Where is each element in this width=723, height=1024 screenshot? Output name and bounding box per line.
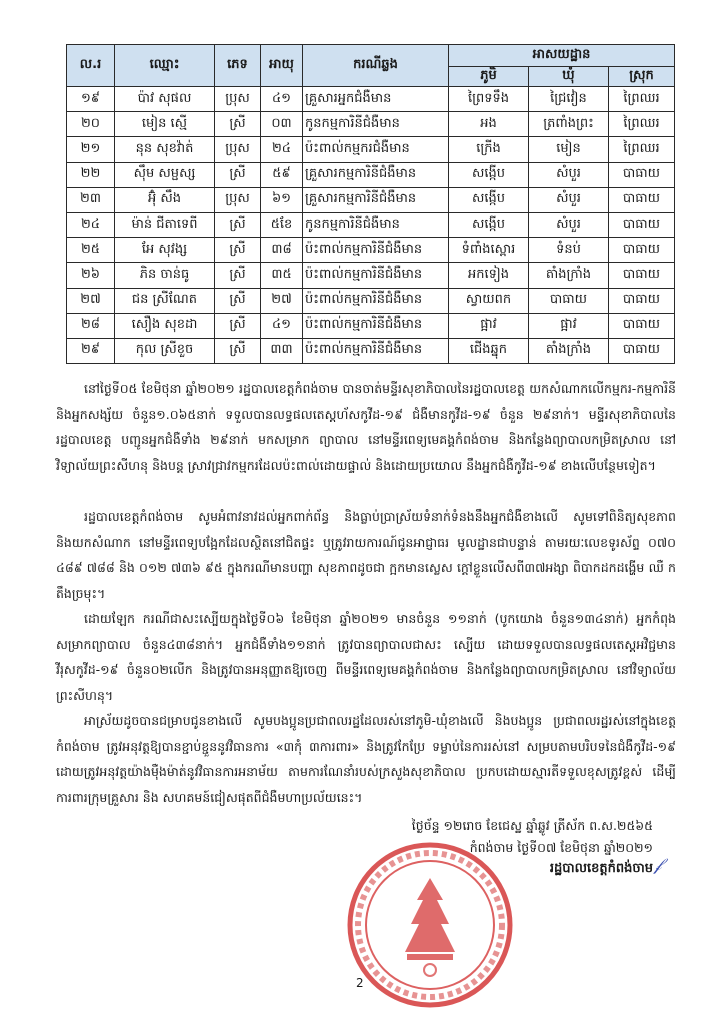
cell-commune: ទំនប់ bbox=[529, 238, 609, 263]
cell-case: ប៉ះពាល់កម្មការិនីជំងឺមាន bbox=[303, 263, 449, 288]
cell-district: ព្រៃឈរ bbox=[609, 137, 675, 162]
page-number: 2 bbox=[356, 976, 364, 990]
cell-district: បាធាយ bbox=[609, 187, 675, 212]
cell-name: ជន ស្រីណែត bbox=[115, 288, 215, 313]
header-no: ល.រ bbox=[67, 45, 115, 87]
cell-no: ២១ bbox=[67, 137, 115, 162]
header-sex: ភេទ bbox=[215, 45, 261, 87]
paragraph-4: អាស្រ័យដូចបានជម្រាបជូនខាងលើ សូមបងប្អូនប្រជាពលរដ្ឋដែលរស់នៅភូមិ-ឃុំខាងលើ និងបងប្អូន ប្រជាពលរដ្ឋរស់នៅក្នុងខេត្តកំពង់ចាម ត្រូវអនុវត្តឱ្យបានខ្ជាប់ខ្ជួននូវវិធានការ «៣កុំ ៣ការពារ» និងត្រូវកែប្រែ ទម្លាប់នៃការរស់នៅ សម្របតាមបរិបទនៃជំងឺកូវីដ-១៩ ដោយត្រូវអនុវត្តយ៉ាងម៉ឺងម៉ាត់នូវវិធានការអនាម័យ តាមការណែនាំរបស់ក្រសួងសុខាភិបាល ប្រកបដោយស្មារតីទទួលខុសត្រូវខ្ពស់ ដើម្បីការពារក្រុមគ្រួសារ និង សហគមន៍ជៀសផុតពីជំងឺមហាប្រល័យនេះ។ bbox=[56, 713, 676, 805]
cell-case: ប៉ះពាល់កម្មករជំងឺមាន bbox=[303, 137, 449, 162]
cell-name: កុល ស្រីខួច bbox=[115, 338, 215, 363]
cell-age: ៥ខែ bbox=[261, 212, 303, 237]
cell-no: ២៧ bbox=[67, 288, 115, 313]
cell-sex: ស្រី bbox=[215, 238, 261, 263]
cell-sex: ប្រុស bbox=[215, 187, 261, 212]
cell-case: គ្រួសារកម្មការិនីជំងឺមាន bbox=[303, 187, 449, 212]
cell-case: កូនកម្មការិនីជំងឺមាន bbox=[303, 112, 449, 137]
cell-name: សឿង សុខដា bbox=[115, 313, 215, 338]
table-row bbox=[67, 288, 675, 313]
cell-village: សង្កើប bbox=[449, 212, 529, 237]
cases-table bbox=[66, 44, 675, 364]
handwritten-initial: 𝒻 bbox=[654, 855, 662, 875]
table-row bbox=[67, 162, 675, 187]
cell-commune: ជ្រៃវៀន bbox=[529, 87, 609, 112]
cell-name: ប៉ាវ សុផល bbox=[115, 87, 215, 112]
table-row bbox=[67, 338, 675, 363]
cell-district: បាធាយ bbox=[609, 263, 675, 288]
place-date: កំពង់ចាម ថ្ងៃទី០៧ ខែមិថុនា ឆ្នាំ២០២១ bbox=[469, 840, 653, 855]
cell-district: ព្រៃឈរ bbox=[609, 87, 675, 112]
cell-sex: ប្រុស bbox=[215, 137, 261, 162]
cell-no: ២៦ bbox=[67, 263, 115, 288]
cell-age: ៣៨ bbox=[261, 238, 303, 263]
cell-sex: ស្រី bbox=[215, 212, 261, 237]
paragraph-3: ដោយឡែក ករណីជាសះស្បើយក្នុងថ្ងៃទី០៦ ខែមិថុនា ឆ្នាំ២០២១ មានចំនួន ១១នាក់ (បូកយោង ចំនួន១៣៤នាក់) អ្នកកំពុងសម្រាកព្យាបាល ចំនួន៤៣៨នាក់។ អ្នកជំងឺទាំង១១នាក់ ត្រូវបានព្យាបាលជាសះ ស្បើយ ដោយទទួលបានលទ្ធផលតេស្តអវិជ្ជមានវីរុសកូវីដ-១៩ ចំនួន០២លើក និងត្រូវបានអនុញ្ញាតឱ្យចេញ ពីមន្ទីរពេទ្យមេគង្គកំពង់ចាម និងកន្លែងព្យាបាលកម្រិតស្រាល នៅវិទ្យាល័យព្រះសីហនុ។ bbox=[56, 611, 676, 703]
cell-village: ផ្អាវ bbox=[449, 313, 529, 338]
header-name: ឈ្មោះ bbox=[115, 45, 215, 87]
table-row bbox=[67, 313, 675, 338]
issuing-authority: រដ្ឋបាលខេត្តកំពង់ចាម bbox=[549, 861, 653, 876]
cell-age: ៣៣ bbox=[261, 338, 303, 363]
cell-case: ប៉ះពាល់កម្មការិនីជំងឺមាន bbox=[303, 338, 449, 363]
cell-village: សង្កើប bbox=[449, 187, 529, 212]
cell-commune: ត្រពាំងព្រះ bbox=[529, 112, 609, 137]
cell-sex: ស្រី bbox=[215, 112, 261, 137]
cell-village: ស្វាយពក bbox=[449, 288, 529, 313]
cell-case: ប៉ះពាល់កម្មការិនីជំងឺមាន bbox=[303, 288, 449, 313]
cell-case: គ្រួសារអ្នកជំងឺមាន bbox=[303, 87, 449, 112]
cell-case: ប៉ះពាល់កម្មការិនីជំងឺមាន bbox=[303, 238, 449, 263]
paragraph-2: រដ្ឋបាលខេត្តកំពង់ចាម សូមអំពាវនាវដល់អ្នកពាក់ព័ន្ធ និងធ្លាប់ប្រាស្រ័យទំនាក់ទំនងនឹងអ្នកជំងឺខាងលើ សូមទៅពិនិត្យសុខភាព និងយកសំណាក នៅមន្ទីរពេទ្យបង្អែកដែលស្ថិតនៅជិតផ្ទះ ឬត្រូវរាយការណ៍ជូនអាជ្ញាធរ មូលដ្ឋានជាបន្ទាន់ តាមរយៈលេខទូរស័ព្ទ ០៧០ ៤៨៩ ៧៨៨ និង ០១២ ៧៣៦ ៩៥ ក្នុងករណីមានបញ្ហា សុខភាពដូចជា ក្អកមានស្លេស ក្តៅខ្លួនលើសពី៣៧អង្សា ពិបាកដកដង្ហើម ឈឺ ក តឹងច្រមុះ។ bbox=[56, 509, 676, 601]
cell-village: អកទៀង bbox=[449, 263, 529, 288]
cell-commune: តាំងក្រាំង bbox=[529, 263, 609, 288]
cell-commune: ផ្អាវ bbox=[529, 313, 609, 338]
cell-commune: មៀន bbox=[529, 137, 609, 162]
cell-district: បាធាយ bbox=[609, 212, 675, 237]
cell-name: អ៊ុំ សឹង bbox=[115, 187, 215, 212]
cell-name: ស៊ឹម សម្ផស្ស bbox=[115, 162, 215, 187]
cell-age: ២៧ bbox=[261, 288, 303, 313]
table-row bbox=[67, 112, 675, 137]
cell-no: ២៣ bbox=[67, 187, 115, 212]
cell-age: ៥៩ bbox=[261, 162, 303, 187]
cell-age: ៦១ bbox=[261, 187, 303, 212]
cell-village: អង bbox=[449, 112, 529, 137]
header-village: ភូមិ bbox=[449, 67, 529, 87]
cell-commune: តាំងក្រាំង bbox=[529, 338, 609, 363]
cell-name: ម៉ាន់ ជីតាទេពី bbox=[115, 212, 215, 237]
cell-village: ក្រើង bbox=[449, 137, 529, 162]
cell-age: ០៣ bbox=[261, 112, 303, 137]
header-address: អាសយដ្ឋាន bbox=[449, 45, 675, 67]
cell-village: ទំពាំងស្ពោរ bbox=[449, 238, 529, 263]
header-commune: ឃុំ bbox=[529, 67, 609, 87]
cell-district: បាធាយ bbox=[609, 288, 675, 313]
cell-name: មៀន ស្មើ bbox=[115, 112, 215, 137]
cell-district: បាធាយ bbox=[609, 338, 675, 363]
cell-age: ២៤ bbox=[261, 137, 303, 162]
cell-age: ៤១ bbox=[261, 87, 303, 112]
header-district: ស្រុក bbox=[609, 67, 675, 87]
cell-no: ១៩ bbox=[67, 87, 115, 112]
cell-case: គ្រួសារកម្មការិនីជំងឺមាន bbox=[303, 162, 449, 187]
cell-case: ប៉ះពាល់កម្មការិនីជំងឺមាន bbox=[303, 313, 449, 338]
header-age: អាយុ bbox=[261, 45, 303, 87]
cell-village: សង្កើប bbox=[449, 162, 529, 187]
cell-district: បាធាយ bbox=[609, 162, 675, 187]
cell-district: ព្រៃឈរ bbox=[609, 112, 675, 137]
cell-age: ៣៥ bbox=[261, 263, 303, 288]
official-seal-stamp bbox=[345, 840, 515, 1010]
cell-case: កូនកម្មការិនីជំងឺមាន bbox=[303, 212, 449, 237]
cell-sex: ស្រី bbox=[215, 338, 261, 363]
cell-age: ៤១ bbox=[261, 313, 303, 338]
table-row bbox=[67, 137, 675, 162]
cell-commune: សំបួរ bbox=[529, 187, 609, 212]
cell-sex: ប្រុស bbox=[215, 87, 261, 112]
cell-no: ២៤ bbox=[67, 212, 115, 237]
header-case: ករណីឆ្លង bbox=[303, 45, 449, 87]
cell-name: អែ សុវង្ស bbox=[115, 238, 215, 263]
table-row bbox=[67, 87, 675, 112]
cell-no: ២០ bbox=[67, 112, 115, 137]
cell-sex: ស្រី bbox=[215, 313, 261, 338]
table-row bbox=[67, 187, 675, 212]
cell-commune: បាធាយ bbox=[529, 288, 609, 313]
cell-commune: សំបួរ bbox=[529, 162, 609, 187]
cell-name: ភិន ចាន់ធូ bbox=[115, 263, 215, 288]
cell-sex: ស្រី bbox=[215, 288, 261, 313]
cell-district: បាធាយ bbox=[609, 238, 675, 263]
cell-village: ជើងឆ្នុក bbox=[449, 338, 529, 363]
cell-district: បាធាយ bbox=[609, 313, 675, 338]
cell-village: ព្រៃទទឹង bbox=[449, 87, 529, 112]
cell-sex: ស្រី bbox=[215, 263, 261, 288]
table-row bbox=[67, 212, 675, 237]
cell-commune: សំបួរ bbox=[529, 212, 609, 237]
cell-name: នុន សុខវ៉ាត់ bbox=[115, 137, 215, 162]
table-row bbox=[67, 263, 675, 288]
paragraph-1: នៅថ្ងៃទី០៥ ខែមិថុនា ឆ្នាំ២០២១ រដ្ឋបាលខេត្តកំពង់ចាម បានចាត់មន្ទីរសុខាភិបាលនៃរដ្ឋបាលខេត្ត យកសំណាកលើកម្មករ-កម្មការិនី និងអ្នកសង្ស័យ ចំនួន១.០៦៥នាក់ ទទួលបានលទ្ធផលតេស្តហ័សកូវីដ-១៩ ជំងឺមានកូវីដ-១៩ ចំនួន ២៩នាក់។ មន្ទីរសុខាភិបាលនៃរដ្ឋបាលខេត្ត បញ្ជូនអ្នកជំងឺទាំង ២៩នាក់ មកសម្រាក ព្យាបាល នៅមន្ទីរពេទ្យមេគង្គកំពង់ចាម និងកន្លែងព្យាបាលកម្រិតស្រាល នៅវិទ្យាល័យព្រះសីហនុ និងបន្ត ស្រាវជ្រាវកម្មករដែលប៉ះពាល់ដោយផ្ទាល់ និងដោយប្រយោល នឹងអ្នកជំងឺកូវីដ-១៩ ខាងលើបន្ថែមទៀត។ bbox=[56, 381, 676, 473]
cell-no: ២៩ bbox=[67, 338, 115, 363]
cell-no: ២២ bbox=[67, 162, 115, 187]
cell-no: ២៥ bbox=[67, 238, 115, 263]
lunar-date: ថ្ងៃច័ន្ទ ១២រោច ខែជេស្ឋ ឆ្នាំឆ្លូវ ត្រីស័ក ព.ស.២៥៦៥ bbox=[411, 818, 653, 833]
cases-table-body bbox=[67, 87, 675, 364]
cell-sex: ស្រី bbox=[215, 162, 261, 187]
cell-no: ២៨ bbox=[67, 313, 115, 338]
table-row bbox=[67, 238, 675, 263]
